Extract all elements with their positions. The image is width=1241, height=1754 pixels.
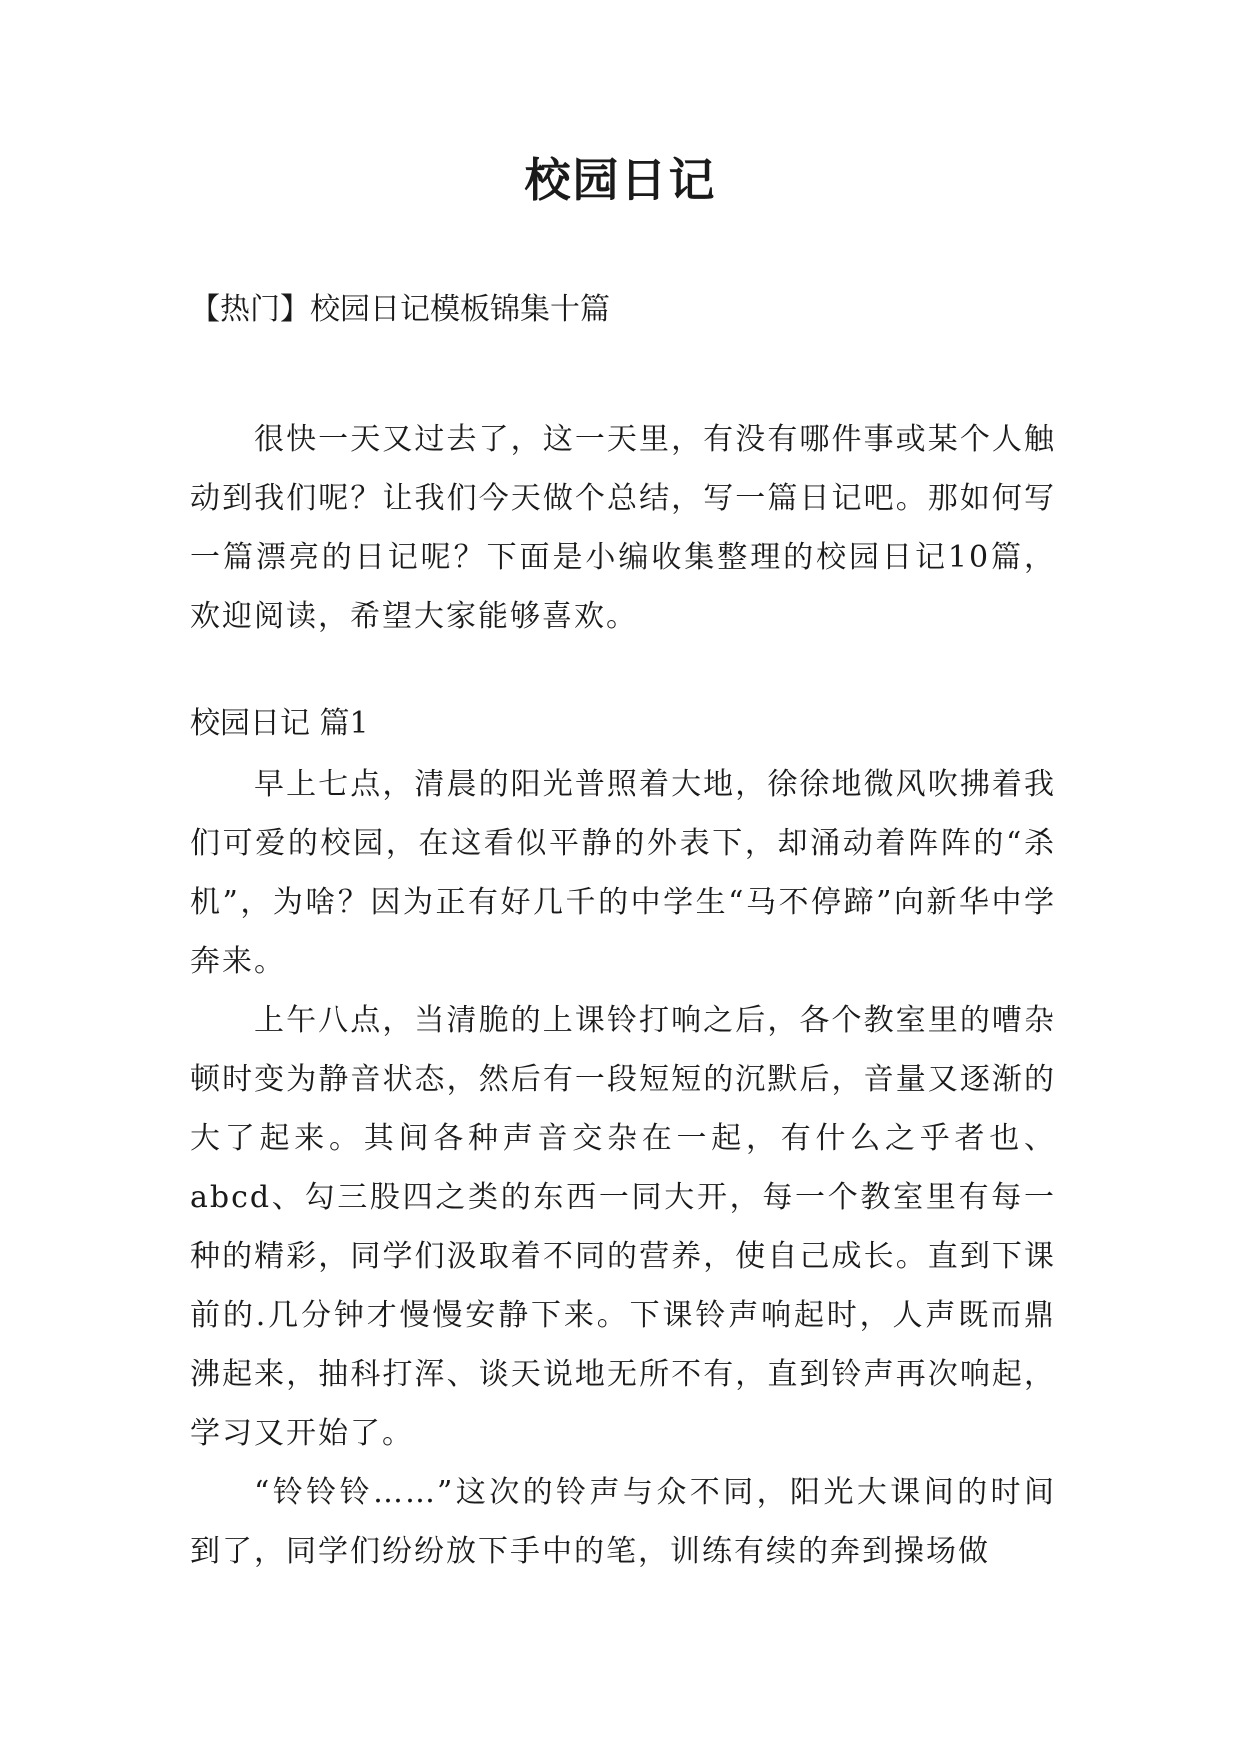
section-body [190,755,1056,1581]
body-paragraph: 上午八点，当清脆的上课铃打响之后，各个教室里的嘈杂顿时变为静音状态，然后有一段短短的沉默后，音量又逐渐的大了起来。其间各种声音交杂在一起，有什么之乎者也、abcd、勾三股四之类的东西一同大开，每一个教室里有每一种的精彩，同学们汲取着不同的营养，使自己成长。直到下课前的.几分钟才慢慢安静下来。下课铃声响起时，人声既而鼎沸起来，抽科打浑、谈天说地无所不有，直到铃声再次响起，学习又开始了。 [190,1003,1056,1451]
body-paragraph: 早上七点，清晨的阳光普照着大地，徐徐地微风吹拂着我们可爱的校园，在这看似平静的外表下，却涌动着阵阵的“杀机”，为啥？因为正有好几千的中学生“马不停蹄”向新华中学奔来。 [190,767,1056,979]
body-paragraph: “铃铃铃……”这次的铃声与众不同，阳光大课间的时间到了，同学们纷纷放下手中的笔，训练有续的奔到操场做 [190,1475,1056,1569]
section-heading: 校园日记 篇1 [190,706,369,741]
intro-paragraph: 很快一天又过去了，这一天里，有没有哪件事或某个人触动到我们呢？让我们今天做个总结，写一篇日记吧。那如何写一篇漂亮的日记呢？下面是小编收集整理的校园日记10篇，欢迎阅读，希望大家能够喜欢。 [190,422,1056,634]
document-title: 校园日记 [524,153,717,207]
document-subtitle: 【热门】校园日记模板锦集十篇 [190,292,610,327]
